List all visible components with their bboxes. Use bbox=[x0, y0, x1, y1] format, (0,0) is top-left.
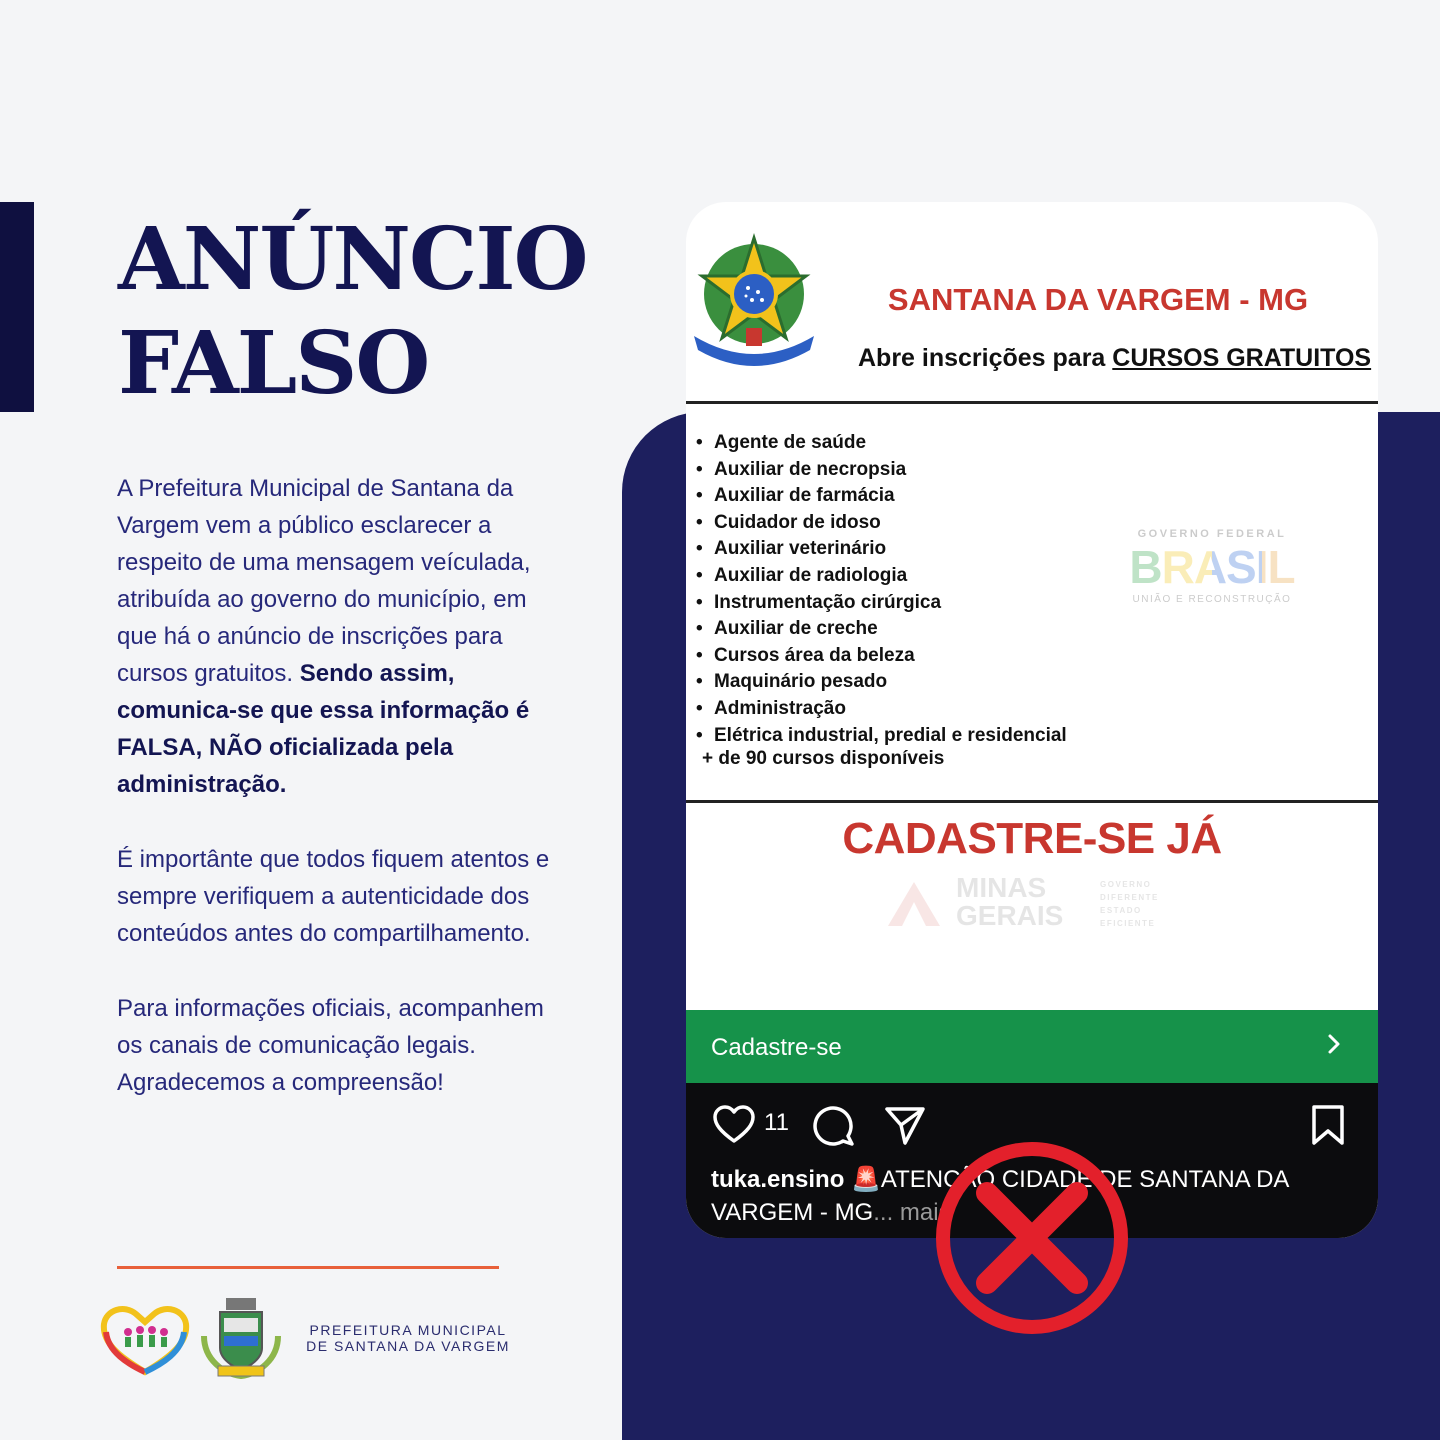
paragraph-3-line-2: Agradecemos a compreensão! bbox=[117, 1069, 444, 1096]
paragraph-1 bbox=[117, 470, 557, 803]
course-item: • Auxiliar de radiologia bbox=[696, 564, 908, 586]
course-item: • Cursos área da beleza bbox=[696, 644, 915, 666]
red-x-icon bbox=[932, 1138, 1132, 1338]
course-item: • Auxiliar de farmácia bbox=[696, 485, 895, 507]
governo-federal-logo bbox=[1112, 528, 1312, 605]
course-item: • Auxiliar de necropsia bbox=[696, 458, 907, 480]
accent-bar bbox=[0, 202, 34, 412]
gov-logo-top: GOVERNO FEDERAL bbox=[1137, 528, 1287, 540]
fake-post-subtitle bbox=[858, 344, 1371, 373]
gov-logo-main: BRASIL bbox=[1112, 540, 1312, 594]
signup-button-label: Cadastre-se bbox=[711, 1034, 842, 1061]
mg-tag-1: GOVERNO bbox=[1100, 880, 1152, 889]
fake-post-subtitle-underlined: CURSOS GRATUITOS bbox=[1112, 344, 1372, 372]
paragraph-1-text: A Prefeitura Municipal de Santana da Vargem vem a público esclarecer a respeito de uma mensagem veículada, atribuída ao governo do município, em que há o anúncio de inscrições para cursos gratuitos. bbox=[117, 475, 531, 687]
page-title bbox=[118, 208, 587, 416]
mg-logo-line-1: MINAS bbox=[956, 872, 1047, 903]
signup-button[interactable] bbox=[686, 1010, 1378, 1083]
title-line-2: FALSO bbox=[118, 313, 429, 414]
course-item: • Administração bbox=[696, 697, 846, 719]
announcement-body bbox=[117, 470, 557, 1139]
cadastre-headline: CADASTRE-SE JÁ bbox=[842, 814, 1222, 863]
mg-tag-4: EFICIENTE bbox=[1100, 919, 1156, 928]
caption-text: 🚨ATENÇÃO CIDADE DE SANTANA DA VARGEM - MG bbox=[711, 1166, 1289, 1226]
share-icon[interactable] bbox=[883, 1103, 927, 1147]
gov-logo-sub: UNIÃO E RECONSTRUÇÃO bbox=[1132, 594, 1292, 605]
brazil-coat-of-arms-icon bbox=[686, 232, 826, 372]
more-courses-text: + de 90 cursos disponíveis bbox=[702, 748, 945, 769]
mg-logo-line-2: GERAIS bbox=[956, 900, 1064, 931]
caption-username[interactable]: tuka.ensino bbox=[711, 1166, 845, 1193]
comment-icon[interactable] bbox=[812, 1103, 856, 1147]
footer-org-name: PREFEITURA MUNICIPAL DE SANTANA DA VARGEM bbox=[306, 1322, 510, 1354]
course-item: • Instrumentação cirúrgica bbox=[696, 591, 942, 613]
course-list bbox=[696, 430, 1067, 749]
minas-gerais-logo bbox=[886, 872, 1186, 936]
mg-tag-2: DIFERENTE bbox=[1100, 893, 1159, 902]
course-item: • Agente de saúde bbox=[696, 432, 867, 453]
municipal-crest-icon bbox=[198, 1296, 284, 1380]
mg-tag-3: ESTADO bbox=[1100, 906, 1142, 915]
course-item: • Elétrica industrial, predial e residencial bbox=[696, 724, 1067, 746]
separator-bottom bbox=[686, 800, 1378, 803]
chevron-right-icon bbox=[1320, 1030, 1348, 1058]
heart-icon[interactable] bbox=[712, 1103, 756, 1147]
paragraph-2: É importânte que todos fiquem atentos e sempre verifiquem a autenticidade dos conteúdos antes do compartilhamento. bbox=[117, 846, 550, 947]
paragraph-3 bbox=[117, 990, 557, 1101]
separator-top bbox=[686, 401, 1378, 404]
fake-post-city-title: SANTANA DA VARGEM - MG bbox=[887, 282, 1309, 317]
bookmark-icon[interactable] bbox=[1306, 1103, 1350, 1147]
paragraph-1-emphasis: Sendo assim, comunica-se que essa informação é FALSA, NÃO oficializada pela administração. bbox=[117, 660, 530, 798]
caption-more-link[interactable]: ... mais bbox=[873, 1199, 951, 1226]
course-item: • Cuidador de idoso bbox=[696, 511, 881, 533]
paragraph-3-line-1: Para informações oficiais, acompanhem os canais de comunicação legais. bbox=[117, 995, 544, 1059]
course-item: • Auxiliar veterinário bbox=[696, 538, 887, 560]
fake-post-screenshot bbox=[686, 202, 1378, 1238]
course-item: • Maquinário pesado bbox=[696, 671, 888, 693]
course-item: • Auxiliar de creche bbox=[696, 618, 878, 640]
title-line-1: ANÚNCIO bbox=[118, 209, 587, 310]
like-count: 11 bbox=[764, 1109, 789, 1136]
heart-people-logo-icon bbox=[98, 1302, 192, 1378]
footer-divider bbox=[117, 1266, 499, 1269]
mountain-icon bbox=[886, 880, 942, 928]
fake-post-subtitle-prefix: Abre inscrições para bbox=[858, 344, 1106, 372]
